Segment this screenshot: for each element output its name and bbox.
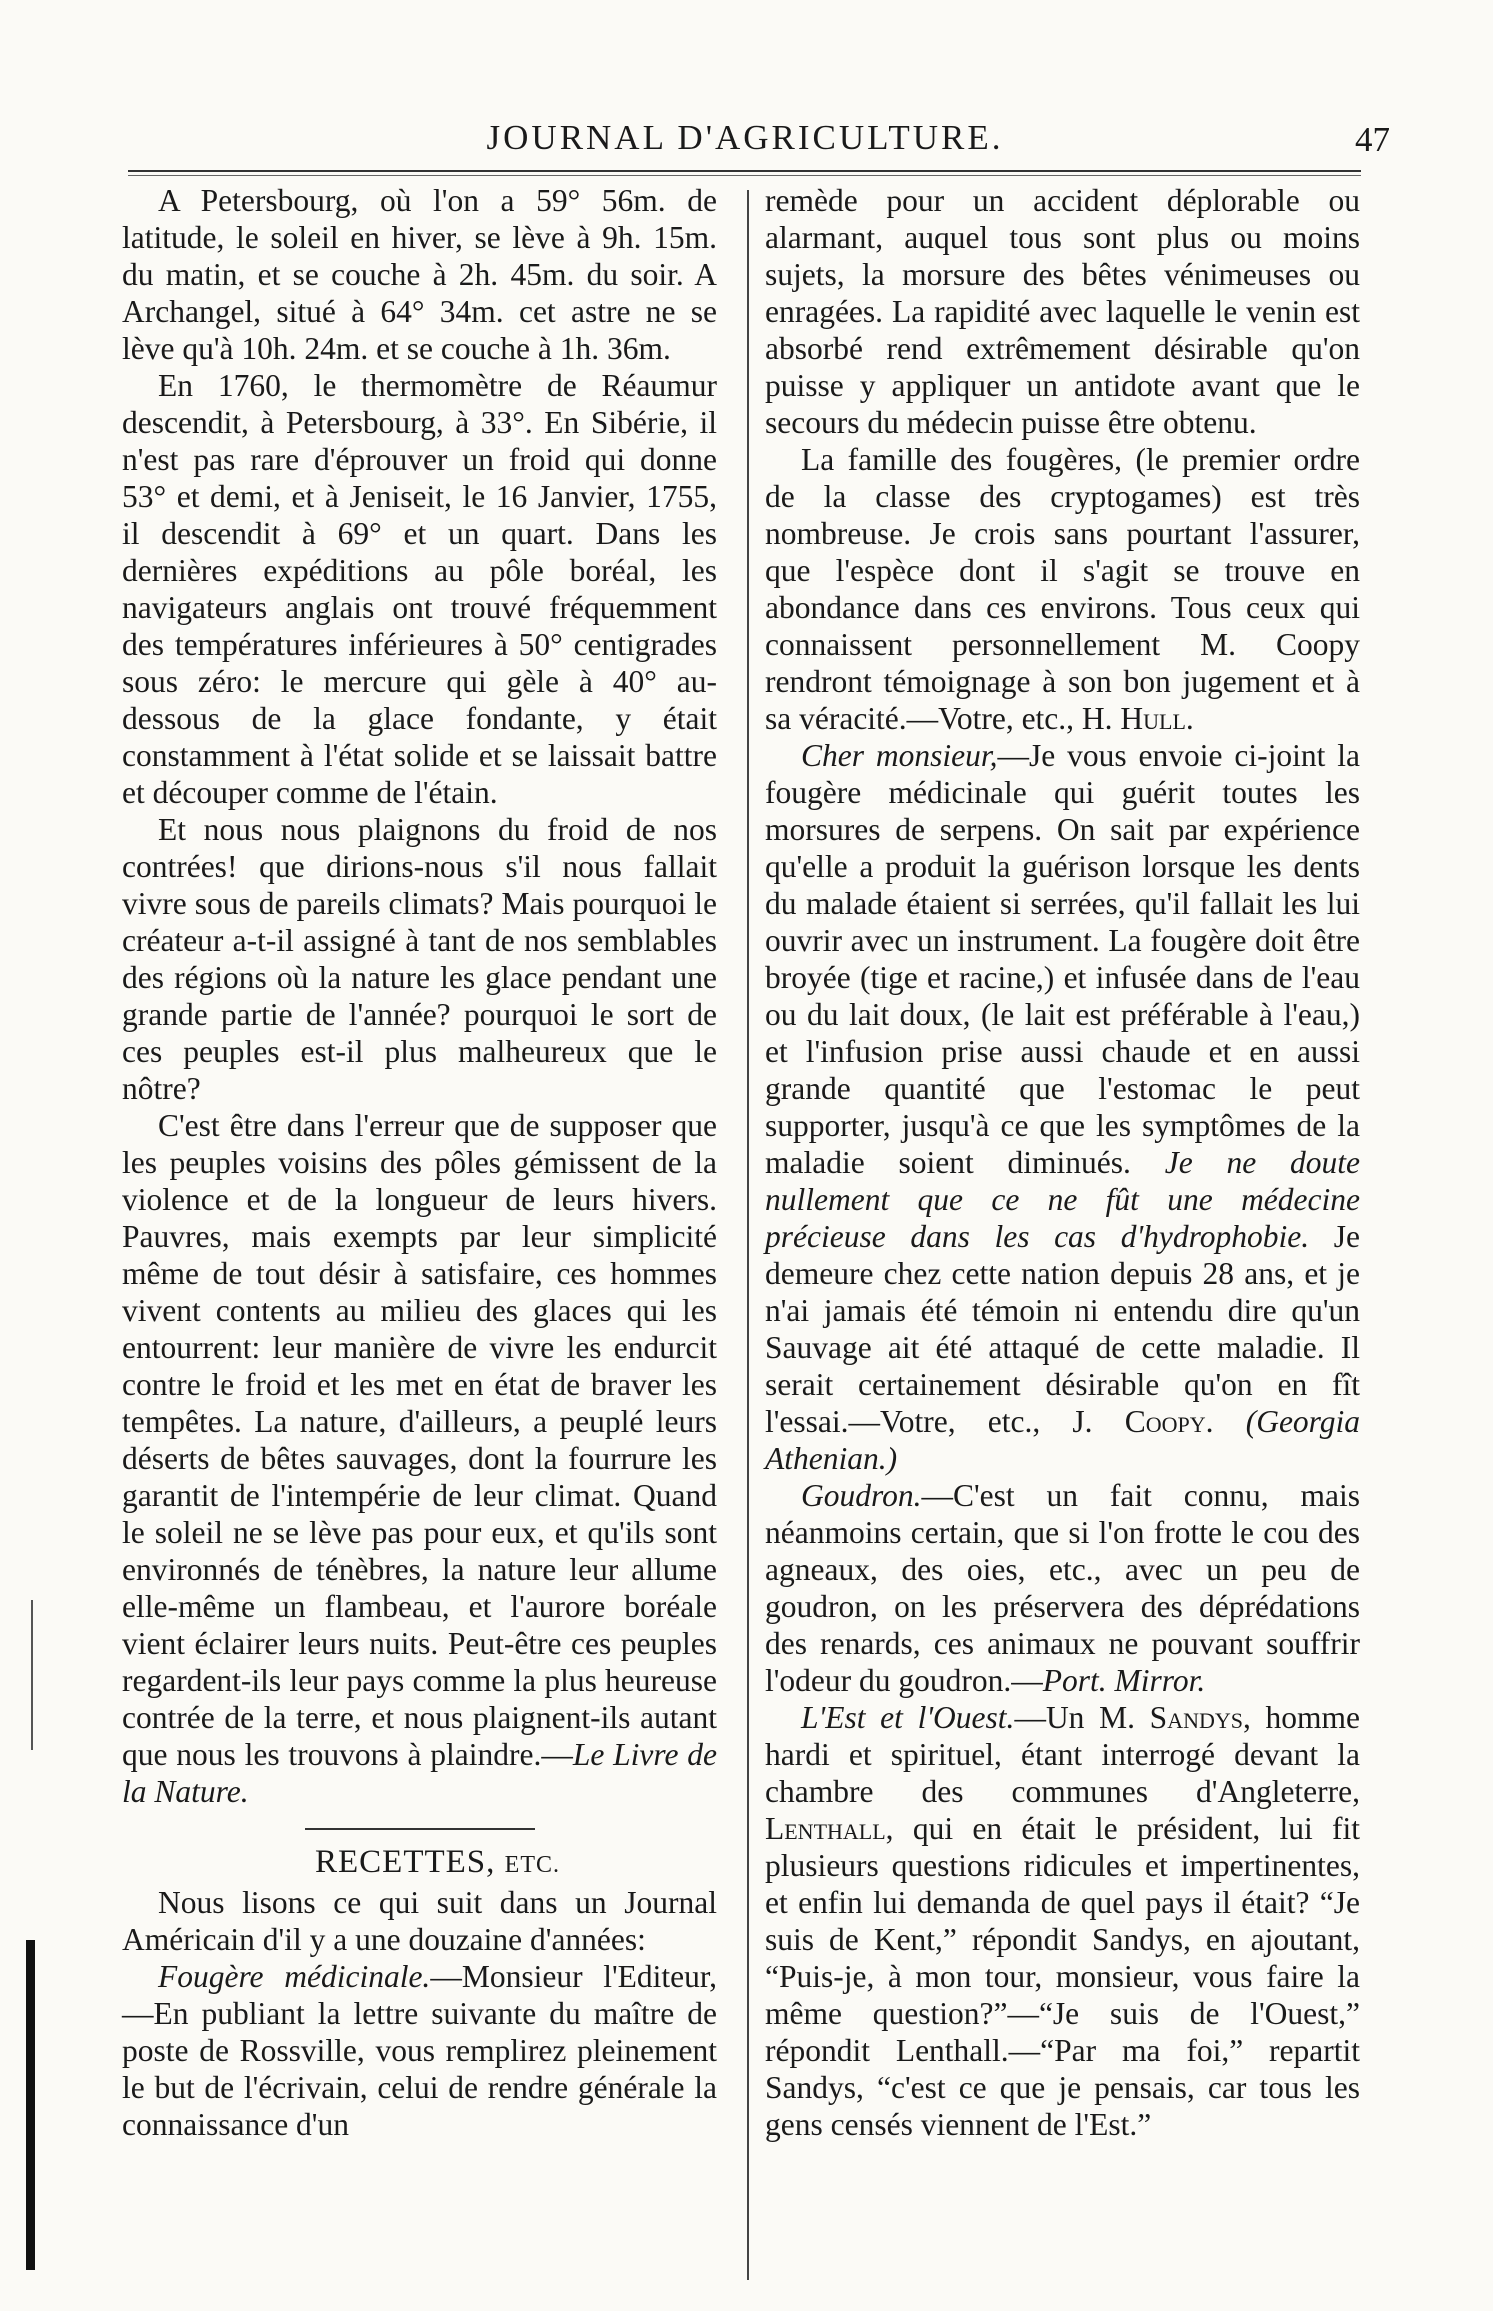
paragraph-est-text-a: —Un M. bbox=[1014, 1700, 1135, 1735]
paragraph-cher-text: —Je vous envoie ci-joint la fougère médicinale qui guérit toutes les morsures de serpens. On sait par expérience qu'elle a produit la guérison lorsque les dents du malade étaient si serrées, qu'il fallait les lui ouvrir avec un instrument. La fougère doit être broyée (tige et racine,) et infusée dans de l'eau ou du lait doux, (le lait est préférable à l'eau,) et l'infusion prise aussi chaude et en aussi grande quantité que l'estomac le peut supporter, jusqu'à ce que les symptômes de la maladie soient diminués. bbox=[765, 738, 1360, 1180]
section-title-etc: ETC. bbox=[504, 1852, 560, 1878]
signature-hull: Hull. bbox=[1120, 701, 1194, 736]
paragraph-est-ouest bbox=[765, 1699, 1360, 2143]
paragraph-famille-text: La famille des fougères, (le premier ordre de la classe des cryptogames) est très nombreuse. Je crois sans pourtant l'assurer, que l'espèce dont il s'agit se trouve en abondance dans ces environs. Tous ceux qui connaissent personnellement M. Coopy rendront témoignage à son bon jugement et à sa véracité.—Votre, etc., H. bbox=[765, 442, 1360, 736]
paragraph-journal-americain: Nous lisons ce qui suit dans un Journal Américain d'il y a une douzaine d'années: bbox=[122, 1885, 717, 1957]
paragraph-fougere bbox=[122, 1958, 717, 2143]
paragraph-thermometre: En 1760, le thermomètre de Réaumur descendit, à Petersbourg, à 33°. En Sibérie, il n'est pas rare d'éprouver un froid qui donne 53° et demi, et à Jeniseit, le 16 Janvier, 1755, il descendit à 69° et un quart. Dans les dernières expéditions au pôle boréal, les navigateurs anglais ont trouvé fréquemment des températures inférieures à 50° centigrades sous zéro: le mercure qui gèle à 40° au-dessous de la glace fondante, y était constamment à l'état solide et se laissait battre et découper comme de l'étain. bbox=[122, 368, 717, 810]
margin-mark bbox=[31, 1600, 33, 1750]
left-column bbox=[122, 182, 717, 2143]
salutation-cher-monsieur: Cher monsieur, bbox=[801, 738, 998, 773]
paragraph-est-text-b: homme hardi et spirituel, étant interrogé devant la chambre des communes d'Angleterre, bbox=[765, 1700, 1361, 1809]
heading-est-ouest: L'Est et l'Ouest. bbox=[801, 1700, 1015, 1735]
signature-coopy: Coopy. bbox=[1124, 1404, 1214, 1439]
name-sandys: Sandys, bbox=[1149, 1700, 1251, 1735]
paragraph-famille-fougeres bbox=[765, 441, 1360, 737]
paragraph-remede: remède pour un accident déplorable ou alarmant, auquel tous sont plus ou moins sujets, la morsure des bêtes vénimeuses ou enragées. La rapidité avec laquelle le venin est absorbé rend extrêmement désirable qu'on puisse y appliquer un antidote avant que le secours du médecin puisse être obtenu. bbox=[765, 183, 1360, 440]
source-georgia-athenian: (Georgia Athenian.) bbox=[765, 1404, 1361, 1476]
header-rule-thin bbox=[128, 175, 1361, 176]
paragraph-goudron bbox=[765, 1477, 1360, 1699]
paragraph-est-text-c: qui en était le président, lui fit plusieurs questions ridicules et impertinentes, et enfin lui demanda de quel pays il était? “Je suis de Kent,” répondit Sandys, en ajoutant, “Puis-je, à mon tour, monsieur, vous faire la même question?”—“Je suis de l'Ouest,” répondit Lenthall.—“Par ma foi,” repartit Sandys, “c'est ce que je pensais, car tous les gens censés viennent de l'Est.” bbox=[765, 1811, 1360, 2142]
heading-goudron: Goudron. bbox=[801, 1478, 922, 1513]
running-head: JOURNAL D'AGRICULTURE. bbox=[486, 118, 1004, 157]
paragraph-cher-monsieur bbox=[765, 737, 1360, 1477]
column-divider bbox=[747, 190, 749, 2280]
margin-bar bbox=[26, 1940, 35, 2270]
heading-fougere-medicinale: Fougère médicinale. bbox=[158, 1959, 431, 1994]
paragraph-petersbourg: A Petersbourg, où l'on a 59° 56m. de latitude, le soleil en hiver, se lève à 9h. 15m. du matin, et se couche à 2h. 45m. du soir. A Archangel, situé à 64° 34m. cet astre ne se lève qu'à 10h. 24m. et se couche à 1h. 36m. bbox=[122, 183, 717, 366]
section-title bbox=[122, 1844, 717, 1884]
name-lenthall: Lenthall, bbox=[765, 1811, 894, 1846]
page-header bbox=[120, 118, 1390, 168]
italic-hydrophobie: Je ne doute nullement que ce ne fût une médecine précieuse dans les cas d'hydrophobie. bbox=[765, 1145, 1361, 1254]
paragraph-goudron-text: —C'est un fait connu, mais néanmoins certain, que si l'on frotte le cou des agneaux, des oies, etc., avec un peu de goudron, on les préservera des déprédations des renards, ces animaux ne pouvant souffrir l'odeur du goudron.— bbox=[765, 1478, 1360, 1698]
paragraph-erreur bbox=[122, 1107, 717, 1810]
page-number: 47 bbox=[1355, 120, 1390, 159]
right-column bbox=[765, 182, 1360, 2143]
header-rule bbox=[128, 170, 1361, 172]
paragraph-erreur-text: C'est être dans l'erreur que de supposer que les peuples voisins des pôles gémissent de la violence et de la longueur de leurs hivers. Pauvres, mais exempts par leur simplicité même de tout désir à satisfaire, ces hommes vivent contents au milieu des glaces qui les entourrent: leur manière de vivre les endurcit contre le froid et les met en état de braver les tempêtes. La nature, d'ailleurs, a peuplé leurs déserts de bêtes sauvages, dont la fourrure les garantit de l'intempérie de leur climat. Quand le soleil ne se lève pas pour eux, et qu'ils sont environnés de ténèbres, la nature leur allume elle-même un flambeau, et l'aurore boréale vient éclairer leurs nuits. Peut-être ces peuples regardent-ils leur pays comme la plus heureuse contrée de la terre, et nous plaignent-ils autant que nous les trouvons à plaindre.— bbox=[122, 1108, 717, 1772]
source-port-mirror: Port. Mirror. bbox=[1042, 1663, 1206, 1698]
paragraph-cher-text-2: Je demeure chez cette nation depuis 28 ans, et je n'ai jamais été témoin ni entendu dire qu'un Sauvage ait été attaqué de cette maladie. Il serait certainement désirable qu'on en fît l'essai.—Votre, etc., J. bbox=[765, 1219, 1361, 1439]
paragraph-fougere-text: —Monsieur l'Editeur,—En publiant la lettre suivante du maître de poste de Rossville, vous remplirez pleinement le but de l'écrivain, celui de rendre générale la connaissance d'un bbox=[122, 1959, 717, 2142]
section-title-main: RECETTES, bbox=[315, 1844, 496, 1880]
section-rule bbox=[305, 1828, 535, 1830]
paragraph-plaignons: Et nous nous plaignons du froid de nos contrées! que dirions-nous s'il nous fallait vivre sous de pareils climats? Mais pourquoi le créateur a-t-il assigné à tant de nos semblables des régions où la nature les glace pendant une grande partie de l'année? pourquoi le sort de ces peuples est-il plus malheureux que le nôtre? bbox=[122, 812, 717, 1106]
source-livre-nature: Le Livre de la Nature. bbox=[122, 1737, 717, 1809]
